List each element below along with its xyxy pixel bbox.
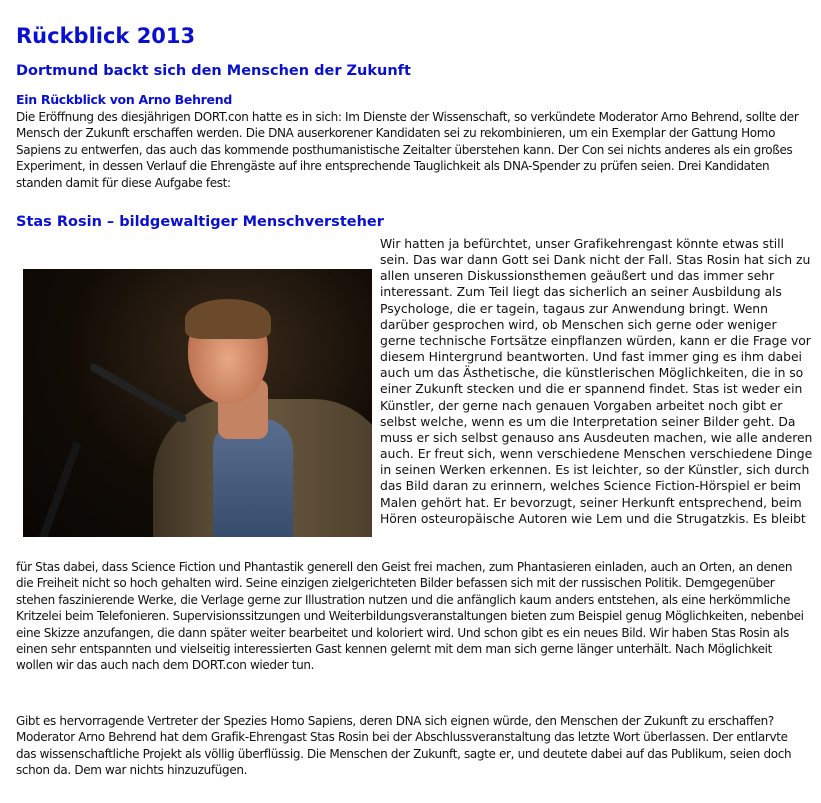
photo-hair [185, 299, 271, 339]
guest-photo [23, 269, 372, 537]
article-byline: Ein Rückblick von Arno Behrend [16, 92, 232, 107]
page-title: Rückblick 2013 [16, 24, 196, 48]
intro-paragraph: Die Eröffnung des diesjährigen DORT.con hatte es in sich: Im Dienste der Wissenschaft, so verkündete Moderator Arno Behrend, sollte der Mensch der Zukunft erschaffen werden. Die DNA auserkorener Kandidaten sei zu rekombinieren, um ein Exemplar der Gattung Homo Sapiens zu entwerfen, das auch das kommende posthumanistische Zeitalter überstehen kann. Der Con sei nichts anderes als ein großes Experiment, in dessen Verlauf die Ehrengäste auf ihre entsprechende Tauglichkeit als DNA-Spender zu prüfen seien. Drei Kandidaten standen damit für diese Aufgabe fest: [16, 110, 799, 190]
microphone [88, 362, 187, 424]
section-paragraph-beside-photo: Wir hatten ja befürchtet, unser Grafikehrengast könnte etwas still sein. Das war dann Gott sei Dank nicht der Fall. Stas Rosin hat sich zu allen unseren Diskussionsthemen geäußert und das immer sehr interessant. Zum Teil liegt das sicherlich an seiner Ausbildung als Psychologe, die er tagein, tagaus zur Anwendung bringt. Wenn darüber gesprochen wird, ob Menschen sich gerne oder weniger gerne technische Fortsätze einpflanzen würden, kann er die Frage vor diesem Hintergrund beantworten. Und fast immer ging es ihm dabei auch um das Ästhetische, die künstlerischen Möglichkeiten, die in so einer Zukunft stecken und die er spannend findet. Stas ist weder ein Künstler, der gerne nach genauen Vorgaben arbeitet noch gibt er selbst welche, wenn es um die Interpretation seiner Bilder geht. Da muss er sich selbst genauso ans Ausdeuten machen, wie alle anderen auch. Er freut sich, wenn verschiedene Menschen verschiedene Dinge in seinen Werken erkennen. Es ist leichter, so der Künstler, sich durch das Bild daran zu erinnern, welches Science Fiction-Hörspiel er beim Malen gehört hat. Er bevorzugt, seiner Herkunft entsprechend, beim Hören osteuropäische Autoren wie Lem und die Strugatzkis. Es bleibt [380, 236, 813, 526]
closing-paragraph: Gibt es hervorragende Vertreter der Spezies Homo Sapiens, deren DNA sich eignen würde, den Menschen der Zukunft zu erschaffen? Moderator Arno Behrend hat dem Grafik-Ehrengast Stas Rosin bei der Abschlussveranstaltung das letzte Wort überlassen. Der entlarvte das wissenschaftliche Projekt als völlig überflüssig. Die Menschen der Zukunft, sagte er, und deutete dabei auf das Publikum, seien doch schon da. Dem war nichts hinzuzufügen. [16, 714, 792, 778]
microphone-stand [33, 441, 82, 537]
section-heading: Stas Rosin – bildgewaltiger Menschversteher [16, 214, 384, 230]
section-paragraph-continued: für Stas dabei, dass Science Fiction und Phantastik generell den Geist frei machen, zum Phantasieren einladen, auch an Orten, an denen die Freiheit nicht so hoch gehalten wird. Seine einzigen zielgerichteten Bilder befassen sich mit der russischen Politik. Demgegenüber stehen faszinierende Werke, die Verlage gerne zur Illustration nutzen und die anfänglich kaum anders entstehen, als eine herkömmliche Kritzelei beim Telefonieren. Supervisionssitzungen und Weiterbildungsveranstaltungen bieten zum Beispiel genug Möglichkeiten, nebenbei eine Skizze anzufangen, die dann später weiter bearbeitet und koloriert wird. Und schon gibt es ein neues Bild. Wir haben Stas Rosin als einen sehr entspannten und vielseitig interessierten Gast kennen gelernt mit dem man sich gerne länger unterhält. Nach Möglichkeit wollen wir das auch nach dem DORT.con wieder tun. [16, 560, 804, 673]
article-subtitle: Dortmund backt sich den Menschen der Zukunft [16, 63, 411, 79]
